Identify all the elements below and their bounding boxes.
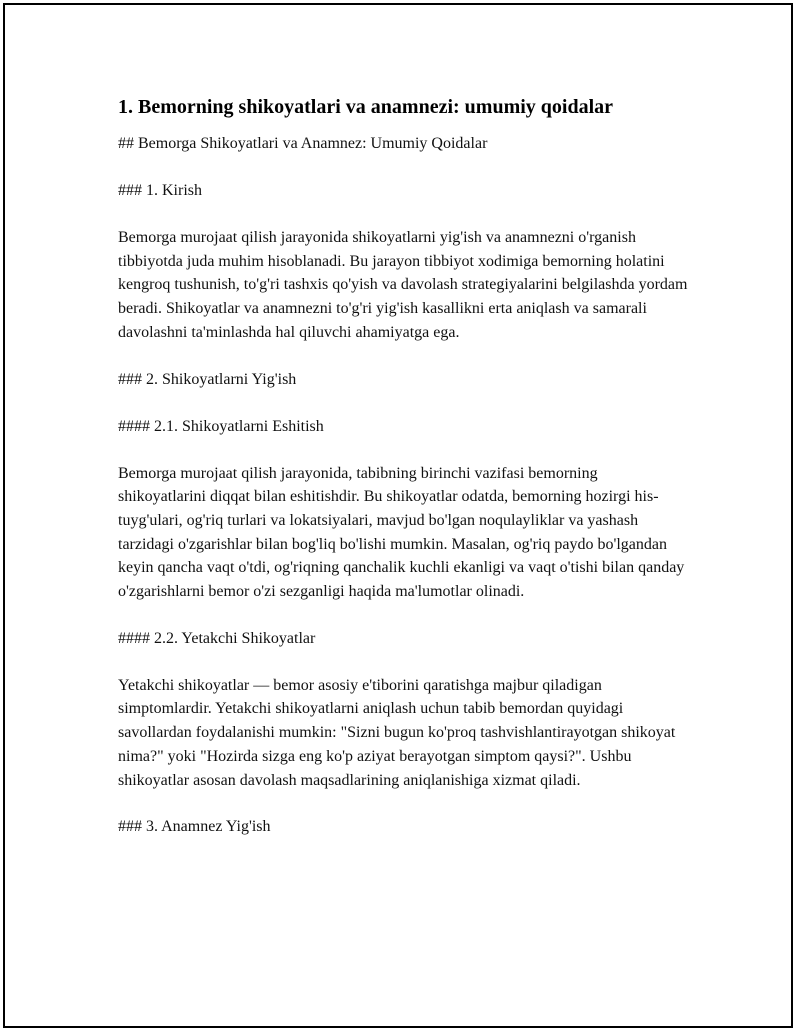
introduction-paragraph: Bemorga murojaat qilish jarayonida shikoyatlarni yig'ish va anamnezni o'rganish tibbiyotda juda muhim hisoblanadi. Bu jarayon tibbiyot xodimiga bemorning holatini kengroq tushunish, to'g'ri tashxis qo'yish va davolash strategiyalarini belgilashda yordam beradi. Shikoyatlar va anamnezni to'g'ri yig'ish kasallikni erta aniqlash va samarali davolashni ta'minlashda hal qiluvchi ahamiyatga ega. (118, 229, 688, 341)
section-heading-anamnesis: ### 3. Anamnez Yig'ish (118, 818, 271, 836)
document-body (118, 93, 688, 839)
section-heading-complaints: ### 2. Shikoyatlarni Yig'ish (118, 370, 297, 388)
subsection-heading-listening: #### 2.1. Shikoyatlarni Eshitish (118, 417, 324, 435)
listening-paragraph: Bemorga murojaat qilish jarayonida, tabibning birinchi vazifasi bemorning shikoyatlarini diqqat bilan eshitishdir. Bu shikoyatlar odatda, bemorning hozirgi his-tuyg'ulari, og'riq turlari va lokatsiyalari, mavjud bo'lgan noqulayliklar va yashash tarzidagi o'zgarishlar bilan bog'liq bo'lishi mumkin. Masalan, og'riq paydo bo'lgandan keyin qancha vaqt o'tdi, og'riqning qanchalik kuchli ekanligi va vaqt o'tishi bilan qanday o'zgarishlarni bemor o'zi sezganligi haqida ma'lumotlar olinadi. (118, 464, 685, 601)
document-title: 1. Bemorning shikoyatlari va anamnezi: umumiy qoidalar (118, 96, 614, 118)
leading-complaints-paragraph: Yetakchi shikoyatlar — bemor asosiy e'tiborini qaratishga majbur qiladigan simptomlardir. Yetakchi shikoyatlarni aniqlash uchun tabib bemordan quyidagi savollardan foydalanishi mumkin: "Sizni bugun ko'proq tashvishlantirayotgan shikoyat nima?" yoki "Hozirda sizga eng ko'p aziyat berayotgan simptom qaysi?". Ushbu shikoyatlar asosan davolash maqsadlarining aniqlanishiga xizmat qiladi. (118, 676, 676, 789)
subsection-heading-leading-complaints: #### 2.2. Yetakchi Shikoyatlar (118, 629, 316, 647)
section-heading-introduction: ### 1. Kirish (118, 182, 202, 199)
markdown-heading-h2: ## Bemorga Shikoyatlari va Anamnez: Umumiy Qoidalar (118, 135, 488, 152)
